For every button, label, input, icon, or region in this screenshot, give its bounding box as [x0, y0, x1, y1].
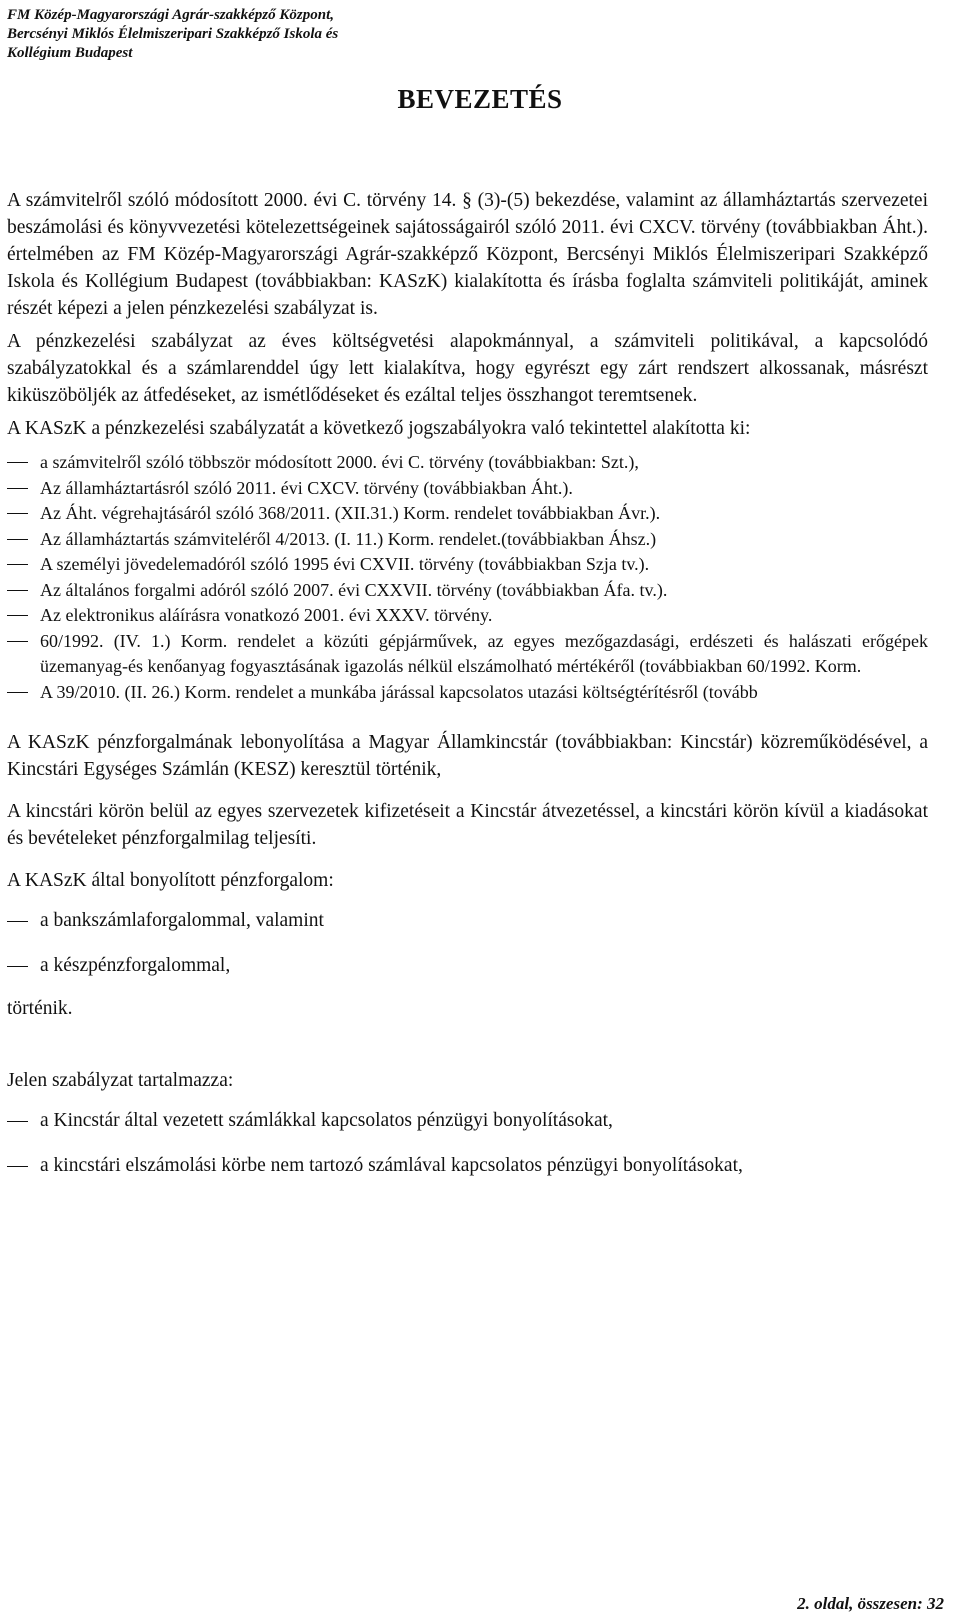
body-paragraph: történik.	[7, 998, 73, 1019]
list-item: A 39/2010. (II. 26.) Korm. rendelet a munkába járással kapcsolatos utazási költségtérítésről (tovább	[7, 680, 928, 706]
page-title: BEVEZETÉS	[397, 84, 563, 114]
body-paragraph: A kincstári körön belül az egyes szervezetek kifizetéseit a Kincstár átvezetéssel, a kincstári körön kívül a kiadásokat és bevételeket pénzforgalmilag teljesíti.	[7, 801, 928, 849]
list-item: Az általános forgalmi adóról szóló 2007. évi CXXVII. törvény (továbbiakban Áfa. tv.).	[7, 578, 928, 604]
list-item: a bankszámlaforgalommal, valamint	[7, 907, 928, 934]
document-body	[7, 187, 928, 1195]
list-item: Az Áht. végrehajtásáról szóló 368/2011. (XII.31.) Korm. rendelet továbbiakban Ávr.).	[7, 501, 928, 527]
page-header	[7, 6, 338, 63]
body-paragraph: Jelen szabályzat tartalmazza:	[7, 1070, 234, 1091]
page-number: 2. oldal, összesen: 32	[797, 1594, 944, 1613]
list-item: a Kincstár által vezetett számlákkal kapcsolatos pénzügyi bonyolításokat,	[7, 1107, 928, 1134]
list-item: a kincstári elszámolási körbe nem tartozó számlával kapcsolatos pénzügyi bonyolításokat,	[7, 1152, 928, 1179]
list-item: a készpénzforgalommal,	[7, 952, 928, 979]
body-paragraph: A KASzK által bonyolított pénzforgalom:	[7, 870, 334, 891]
law-list	[7, 450, 928, 705]
header-line: Kollégium Budapest	[7, 45, 133, 61]
turnover-list	[7, 907, 928, 979]
intro-paragraph: A KASzK a pénzkezelési szabályzatát a következő jogszabályokra való tekintettel alakította ki:	[7, 418, 751, 439]
intro-paragraph: A számvitelről szóló módosított 2000. évi C. törvény 14. § (3)-(5) bekezdése, valamint az államháztartás szervezetei beszámolási és könyvvezetési kötelezettségeinek sajátosságairól szóló 2011. évi CXCV. törvény (továbbiakban Áht.). értelmében az FM Közép-Magyarországi Agrár-szakképző Központ, Bercsényi Miklós Élelmiszeripari Szakképző Iskola és Kollégium Budapest (továbbiakban: KASzK) kialakította és írásba foglalta számviteli politikáját, aminek részét képezi a jelen pénzkezelési szabályzat is.	[7, 190, 928, 319]
intro-paragraph: A pénzkezelési szabályzat az éves költségvetési alapokmánnyal, a számviteli politikával, a kapcsolódó szabályzatokkal és a számlarenddel úgy lett kialakítva, hogy egyrészt egy zárt rendszert alkossanak, másrészt kiküszöböljék az átfedéseket, az ismétlődéseket és ezáltal teljes összhangot teremtsenek.	[7, 331, 928, 406]
body-paragraph: A KASzK pénzforgalmának lebonyolítása a Magyar Államkincstár (továbbiakban: Kincstár) közreműködésével, a Kincstári Egységes Számlán (KESZ) keresztül történik,	[7, 732, 928, 780]
list-item: Az államháztartásról szóló 2011. évi CXCV. törvény (továbbiakban Áht.).	[7, 476, 928, 502]
list-item: a számvitelről szóló többször módosított 2000. évi C. törvény (továbbiakban: Szt.),	[7, 450, 928, 476]
list-item: Az államháztartás számviteléről 4/2013. (I. 11.) Korm. rendelet.(továbbiakban Áhsz.)	[7, 527, 928, 553]
contents-list	[7, 1107, 928, 1179]
header-line: FM Közép-Magyarországi Agrár-szakképző Központ,	[7, 7, 334, 23]
list-item: A személyi jövedelemadóról szóló 1995 évi CXVII. törvény (továbbiakban Szja tv.).	[7, 552, 928, 578]
header-line: Bercsényi Miklós Élelmiszeripari Szakképző Iskola és	[7, 26, 339, 42]
list-item: Az elektronikus aláírásra vonatkozó 2001. évi XXXV. törvény.	[7, 603, 928, 629]
list-item: 60/1992. (IV. 1.) Korm. rendelet a közúti gépjárművek, az egyes mezőgazdasági, erdészeti és halászati erőgépek üzemanyag-és kenőanyag fogyasztásának igazolás nélkül elszámolható mértékéről (továbbiakban 60/1992. Korm.	[7, 629, 928, 680]
